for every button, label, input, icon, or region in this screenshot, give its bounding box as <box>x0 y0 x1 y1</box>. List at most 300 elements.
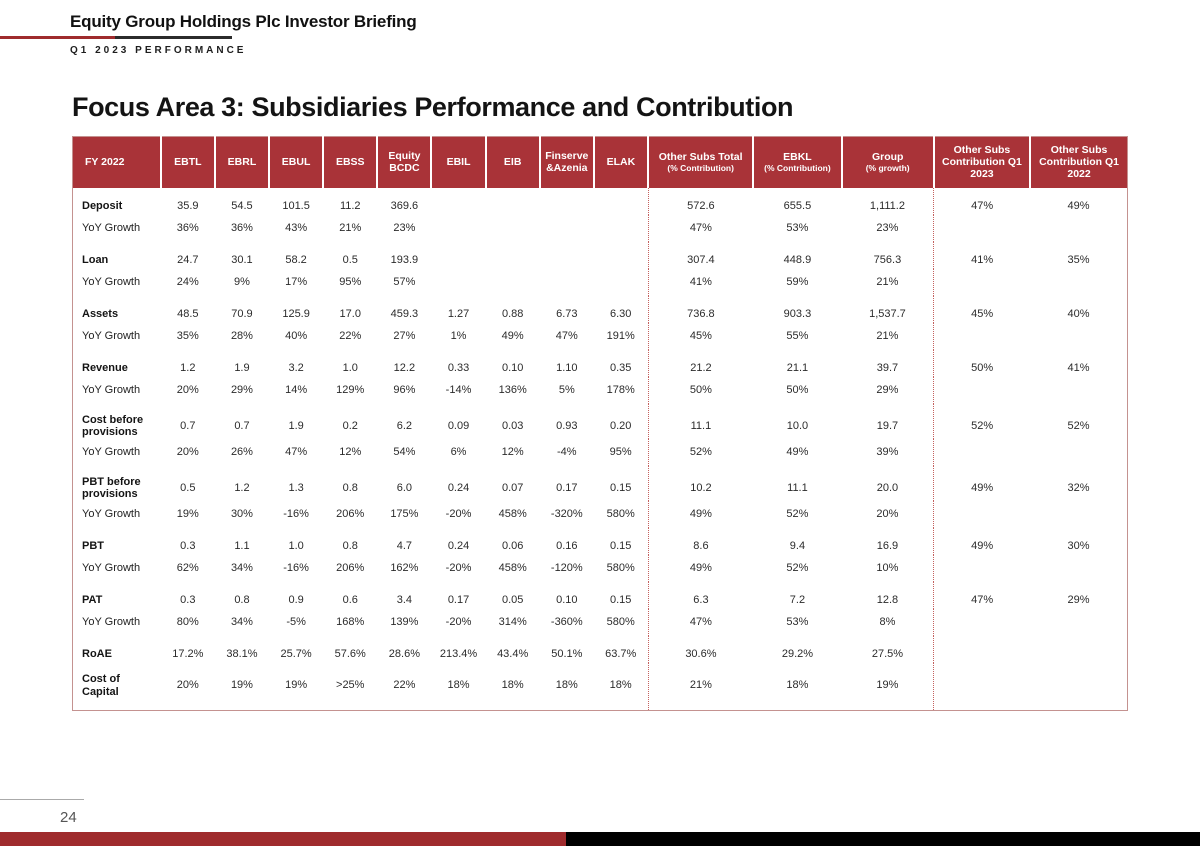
table-cell: 26% <box>230 445 253 458</box>
table-cell: 36% <box>230 221 253 234</box>
table-cell: 0.8 <box>234 594 250 607</box>
table-cell: 8.6 <box>648 528 753 555</box>
table-cell: 29% <box>230 383 253 396</box>
table-cell <box>1030 636 1127 663</box>
table-cell: 19% <box>876 679 899 692</box>
table-cell: 12.2 <box>393 361 416 374</box>
brand-rule-dark-segment <box>115 36 232 39</box>
table-cell: 70.9 <box>231 307 253 320</box>
table-cell: 314% <box>498 616 527 629</box>
table-row <box>73 582 1128 609</box>
table-cell: 0.09 <box>447 419 470 432</box>
page-title: Focus Area 3: Subsidiaries Performance and Contribution <box>72 92 794 122</box>
table-cell: 1% <box>450 329 467 342</box>
table-cell: 62% <box>176 562 199 575</box>
table-cell: 0.8 <box>342 482 358 495</box>
table-cell: 0.15 <box>609 540 632 553</box>
table-cell: 47% <box>648 609 753 636</box>
table-cell: 1,537.7 <box>869 307 906 320</box>
table-cell: -20% <box>445 562 472 575</box>
table-cell: 17.0 <box>339 307 361 320</box>
column-header-eib: EIB <box>486 137 540 188</box>
table-cell: 49% <box>501 329 524 342</box>
table-cell: 30.6% <box>648 636 753 663</box>
table-cell <box>486 215 540 242</box>
table-cell <box>594 215 648 242</box>
table-cell: 18% <box>786 679 809 692</box>
table-cell: 24% <box>176 275 199 288</box>
table-row <box>73 215 1128 242</box>
table-cell: 20% <box>176 383 199 396</box>
table-cell <box>934 555 1030 582</box>
table-cell: 6.2 <box>396 419 413 432</box>
table-cell: 168% <box>336 616 365 629</box>
table-cell: 29% <box>1067 594 1090 607</box>
table-cell: 50% <box>934 350 1030 377</box>
table-cell <box>1030 663 1127 711</box>
table-cell: 4.7 <box>396 540 413 553</box>
table-cell: 21.1 <box>786 361 809 374</box>
table-cell: 18% <box>555 679 578 692</box>
table-cell <box>934 377 1030 404</box>
table-cell <box>934 501 1030 528</box>
table-cell: -320% <box>550 508 583 521</box>
table-cell: 6.0 <box>396 482 413 495</box>
table-cell: 14% <box>285 383 308 396</box>
table-cell: 17% <box>285 275 308 288</box>
table-cell: 30% <box>230 508 253 521</box>
row-label: PBT <box>82 540 104 553</box>
table-cell: 459.3 <box>390 307 419 320</box>
table-cell: 12% <box>339 445 362 458</box>
table-cell: 40% <box>285 329 308 342</box>
table-cell: 0.10 <box>501 361 524 374</box>
table-cell <box>1030 269 1127 296</box>
column-header-other-subs-contribution-q1-2022: Other Subs Contribution Q1 2022 <box>1030 137 1127 188</box>
footer-bar-black <box>566 832 1200 846</box>
table-cell: 11.1 <box>648 404 753 439</box>
column-header-other-subs-contribution-q1-2023: Other Subs Contribution Q1 2023 <box>934 137 1030 188</box>
table-header <box>73 137 1128 188</box>
table-cell: 43% <box>285 221 308 234</box>
table-cell: 50.1% <box>551 648 583 661</box>
table-cell <box>934 269 1030 296</box>
table-cell: 20% <box>176 679 199 692</box>
table-cell <box>1030 501 1127 528</box>
table-row <box>73 323 1128 350</box>
table-cell: 6.30 <box>609 307 632 320</box>
table-cell: -360% <box>550 616 583 629</box>
table-cell <box>486 242 540 269</box>
table-cell: 49% <box>648 501 753 528</box>
table-cell: 50% <box>648 377 753 404</box>
table-cell: 19% <box>176 508 199 521</box>
table-cell: 6.3 <box>648 582 753 609</box>
row-label: Loan <box>82 253 109 266</box>
table-cell: 0.15 <box>609 482 632 495</box>
table-cell: 80% <box>176 616 199 629</box>
brand-rule-red-segment <box>0 36 115 39</box>
table-cell <box>1030 609 1127 636</box>
table-cell: 756.3 <box>873 253 902 266</box>
table-cell: 129% <box>336 383 365 396</box>
table-cell: 0.10 <box>556 594 578 607</box>
row-label: YoY Growth <box>82 221 141 234</box>
subsidiaries-performance-table <box>72 136 1128 711</box>
row-label: YoY Growth <box>82 616 141 629</box>
table-cell <box>1030 323 1127 350</box>
table-cell: 52% <box>1067 419 1090 432</box>
table-cell: 736.8 <box>648 296 753 323</box>
table-cell: 63.7% <box>605 648 637 661</box>
row-label: PBT before provisions <box>82 475 141 501</box>
table-cell <box>431 269 485 296</box>
table-cell: -16% <box>283 562 309 575</box>
column-header-ebss: EBSS <box>323 137 377 188</box>
table-row <box>73 404 1128 439</box>
table-cell: -5% <box>286 616 306 629</box>
table-cell: 47% <box>934 582 1030 609</box>
table-cell: 6.73 <box>556 307 578 320</box>
table-cell <box>1030 555 1127 582</box>
column-header-ebil: EBIL <box>431 137 485 188</box>
table-cell: 1.3 <box>288 482 304 495</box>
table-cell: 49% <box>648 555 753 582</box>
table-row <box>73 439 1128 466</box>
table-cell: 47% <box>934 188 1030 215</box>
table-row <box>73 555 1128 582</box>
table-cell: 95% <box>339 275 362 288</box>
table-cell: 39% <box>876 445 899 458</box>
table-cell: 0.8 <box>342 540 358 553</box>
table-cell: 47% <box>555 329 578 342</box>
table-cell: 17.2% <box>172 648 204 661</box>
row-label: Revenue <box>82 361 128 374</box>
table-cell: 21% <box>648 663 753 711</box>
table-cell: 40% <box>1067 307 1090 320</box>
table-cell: 175% <box>390 508 419 521</box>
table-cell: 32% <box>1067 482 1090 495</box>
table-cell: 101.5 <box>282 199 310 212</box>
table-cell: 0.93 <box>556 419 578 432</box>
table-cell <box>934 636 1030 663</box>
table-cell <box>934 663 1030 711</box>
table-cell: 213.4% <box>439 648 478 661</box>
table-cell: 49% <box>786 445 809 458</box>
column-header-ebul: EBUL <box>269 137 323 188</box>
table-cell: 178% <box>606 383 635 396</box>
table-cell: 10.0 <box>786 419 809 432</box>
table-cell <box>486 188 540 215</box>
table-cell: 0.17 <box>556 482 578 495</box>
table-cell: 580% <box>606 562 635 575</box>
table-cell: 16.9 <box>876 540 899 553</box>
table-cell: 5% <box>558 383 575 396</box>
table-cell: 20% <box>176 445 199 458</box>
table-cell: -20% <box>445 508 472 521</box>
table-cell: 1.2 <box>234 482 250 495</box>
table-cell: 6% <box>450 445 467 458</box>
table-cell: 0.05 <box>501 594 524 607</box>
table-cell: 23% <box>393 221 416 234</box>
table-cell: 52% <box>786 562 809 575</box>
table-row <box>73 636 1128 663</box>
table-cell: 0.2 <box>342 419 358 432</box>
table-cell: 35.9 <box>177 199 199 212</box>
row-label: Cost of Capital <box>82 673 120 698</box>
table-cell: 53% <box>786 221 809 234</box>
table-cell <box>594 242 648 269</box>
table-cell: 193.9 <box>390 253 419 266</box>
table-cell <box>540 242 594 269</box>
page-number: 24 <box>60 809 77 826</box>
column-header-finserve-azenia: Finserve &Azenia <box>540 137 594 188</box>
table-cell: 54% <box>393 445 416 458</box>
table-cell: 0.3 <box>180 594 196 607</box>
table-cell: 0.24 <box>447 482 470 495</box>
table-cell: 47% <box>285 445 308 458</box>
table-cell: 47% <box>648 215 753 242</box>
table-cell <box>934 323 1030 350</box>
column-header-fy-2022: FY 2022 <box>73 137 161 188</box>
footer-bar-red <box>0 832 566 846</box>
table-cell: 30% <box>1067 540 1090 553</box>
table-cell: 12% <box>501 445 524 458</box>
table-cell: 0.07 <box>501 482 524 495</box>
table-cell: 59% <box>786 275 809 288</box>
row-label: Cost before provisions <box>82 413 144 439</box>
table-cell: 572.6 <box>648 188 753 215</box>
row-label: RoAE <box>82 648 112 661</box>
subsidiaries-performance-table-wrap <box>72 136 1128 711</box>
table-cell: 125.9 <box>282 307 310 320</box>
table-cell: 9% <box>234 275 250 288</box>
table-cell: 3.4 <box>396 594 413 607</box>
table-cell: 48.5 <box>177 307 199 320</box>
table-body <box>73 188 1128 711</box>
table-cell <box>431 188 485 215</box>
table-cell: 8% <box>879 616 896 629</box>
column-header-ebrl: EBRL <box>215 137 269 188</box>
table-cell: -20% <box>445 616 472 629</box>
table-cell: 206% <box>336 508 365 521</box>
table-cell: 21% <box>876 275 899 288</box>
brand-title: Equity Group Holdings Plc Investor Briefing <box>70 12 417 31</box>
table-cell: 18% <box>501 679 524 692</box>
table-cell: 0.35 <box>609 361 632 374</box>
table-cell: 1.0 <box>288 540 304 553</box>
table-cell: 1.10 <box>556 361 578 374</box>
table-cell: 136% <box>498 383 527 396</box>
table-cell: 52% <box>786 508 809 521</box>
table-row <box>73 296 1128 323</box>
table-cell: 34% <box>230 562 253 575</box>
table-cell: 41% <box>1067 361 1090 374</box>
table-cell: 1.0 <box>342 361 358 374</box>
table-cell: 0.15 <box>609 594 632 607</box>
table-cell: 21.2 <box>648 350 753 377</box>
table-cell: 21% <box>876 329 899 342</box>
table-cell: 18% <box>609 679 632 692</box>
table-cell: 29% <box>876 383 899 396</box>
table-cell: 18% <box>447 679 470 692</box>
table-cell: 53% <box>786 616 809 629</box>
table-cell: 1.2 <box>180 361 196 374</box>
table-cell: 41% <box>648 269 753 296</box>
table-cell <box>594 269 648 296</box>
table-cell: 0.88 <box>501 307 524 320</box>
table-cell: 57.6% <box>334 648 366 661</box>
table-cell: 10% <box>876 562 899 575</box>
table-cell: 0.7 <box>180 419 196 432</box>
table-cell: -14% <box>445 383 472 396</box>
table-cell: 23% <box>876 221 899 234</box>
table-cell: 95% <box>609 445 632 458</box>
table-cell: 903.3 <box>783 307 812 320</box>
table-cell: 39.7 <box>876 361 899 374</box>
table-cell <box>431 215 485 242</box>
table-cell: 20% <box>876 508 899 521</box>
table-cell <box>540 188 594 215</box>
row-label: YoY Growth <box>82 383 141 396</box>
table-cell: 35% <box>1067 253 1090 266</box>
table-cell: 52% <box>934 404 1030 439</box>
column-header-group: Group (% growth) <box>842 137 934 188</box>
table-cell: 22% <box>339 329 362 342</box>
table-cell: 27% <box>393 329 416 342</box>
table-cell: 0.6 <box>342 594 358 607</box>
table-row <box>73 501 1128 528</box>
row-label: YoY Growth <box>82 445 141 458</box>
table-cell: 0.06 <box>501 540 524 553</box>
table-cell: 11.2 <box>339 199 361 212</box>
table-cell: 1.9 <box>234 361 250 374</box>
table-cell: 27.5% <box>871 648 904 661</box>
table-cell: 19% <box>285 679 308 692</box>
table-cell: -120% <box>550 562 583 575</box>
table-cell: 1.27 <box>447 307 470 320</box>
table-row <box>73 188 1128 215</box>
table-cell: 458% <box>498 562 527 575</box>
table-cell: 162% <box>390 562 419 575</box>
table-cell <box>1030 439 1127 466</box>
table-cell: 45% <box>934 296 1030 323</box>
table-cell: 0.20 <box>609 419 632 432</box>
table-cell <box>486 269 540 296</box>
table-cell: 36% <box>176 221 199 234</box>
table-cell: 21% <box>339 221 362 234</box>
column-header-ebtl: EBTL <box>161 137 215 188</box>
table-cell: 206% <box>336 562 365 575</box>
table-cell <box>1030 377 1127 404</box>
table-cell: >25% <box>336 679 365 692</box>
table-cell: 25.7% <box>280 648 312 661</box>
table-cell: 10.2 <box>648 466 753 501</box>
table-cell: 11.1 <box>787 482 808 495</box>
table-cell: 655.5 <box>783 199 812 212</box>
table-cell: 55% <box>786 329 809 342</box>
table-cell: 20.0 <box>876 482 899 495</box>
table-row <box>73 377 1128 404</box>
table-row <box>73 609 1128 636</box>
column-header-ebkl: EBKL (% Contribution) <box>753 137 841 188</box>
table-cell: 369.6 <box>390 199 419 212</box>
table-cell: 1,111.2 <box>869 199 905 212</box>
table-cell: 0.24 <box>447 540 470 553</box>
table-cell: 28% <box>230 329 253 342</box>
table-cell: 34% <box>230 616 253 629</box>
table-cell: 35% <box>176 329 199 342</box>
table-cell: 3.2 <box>288 361 304 374</box>
table-cell: 58.2 <box>285 253 307 266</box>
table-cell: 22% <box>393 679 416 692</box>
table-cell: 0.5 <box>342 253 358 266</box>
row-label: YoY Growth <box>82 275 141 288</box>
table-cell: 19.7 <box>876 419 899 432</box>
table-cell: 41% <box>934 242 1030 269</box>
table-cell: 49% <box>1067 199 1090 212</box>
table-cell: 1.1 <box>234 540 250 553</box>
table-cell: 0.3 <box>180 540 196 553</box>
table-cell: 43.4% <box>497 648 529 661</box>
table-cell: 57% <box>393 275 416 288</box>
table-cell: 448.9 <box>783 253 812 266</box>
table-cell: -16% <box>283 508 309 521</box>
table-cell: 580% <box>606 508 635 521</box>
column-header-elak: ELAK <box>594 137 648 188</box>
table-cell: 191% <box>606 329 635 342</box>
table-cell: 1.9 <box>288 419 304 432</box>
table-cell: 0.33 <box>447 361 470 374</box>
row-label: Deposit <box>82 199 123 212</box>
table-cell: 7.2 <box>789 594 806 607</box>
column-header-equity-bcdc: Equity BCDC <box>377 137 431 188</box>
table-cell: 0.17 <box>447 594 470 607</box>
table-cell: 49% <box>934 466 1030 501</box>
table-row <box>73 269 1128 296</box>
table-cell: 50% <box>786 383 809 396</box>
table-cell: 0.9 <box>288 594 304 607</box>
row-label: YoY Growth <box>82 508 141 521</box>
brand-subtitle: Q1 2023 PERFORMANCE <box>70 45 247 56</box>
table-cell: 0.16 <box>556 540 578 553</box>
row-label: YoY Growth <box>82 329 141 342</box>
table-cell: 96% <box>393 383 416 396</box>
table-cell <box>934 439 1030 466</box>
table-cell: 29.2% <box>781 648 814 661</box>
table-row <box>73 466 1128 501</box>
table-cell: 0.7 <box>234 419 250 432</box>
table-cell: 38.1% <box>226 648 258 661</box>
table-cell: 45% <box>648 323 753 350</box>
table-cell: 0.03 <box>501 419 524 432</box>
table-cell: 12.8 <box>876 594 899 607</box>
table-cell: 28.6% <box>388 648 420 661</box>
table-row <box>73 350 1128 377</box>
table-cell: -4% <box>557 445 577 458</box>
table-cell: 307.4 <box>648 242 753 269</box>
table-cell: 0.5 <box>180 482 196 495</box>
table-cell: 49% <box>934 528 1030 555</box>
column-header-other-subs-total: Other Subs Total (% Contribution) <box>648 137 753 188</box>
table-cell <box>934 215 1030 242</box>
table-cell <box>1030 215 1127 242</box>
page-number-rule <box>0 799 84 800</box>
table-cell <box>594 188 648 215</box>
table-cell: 580% <box>606 616 635 629</box>
table-cell: 458% <box>498 508 527 521</box>
table-cell <box>540 269 594 296</box>
